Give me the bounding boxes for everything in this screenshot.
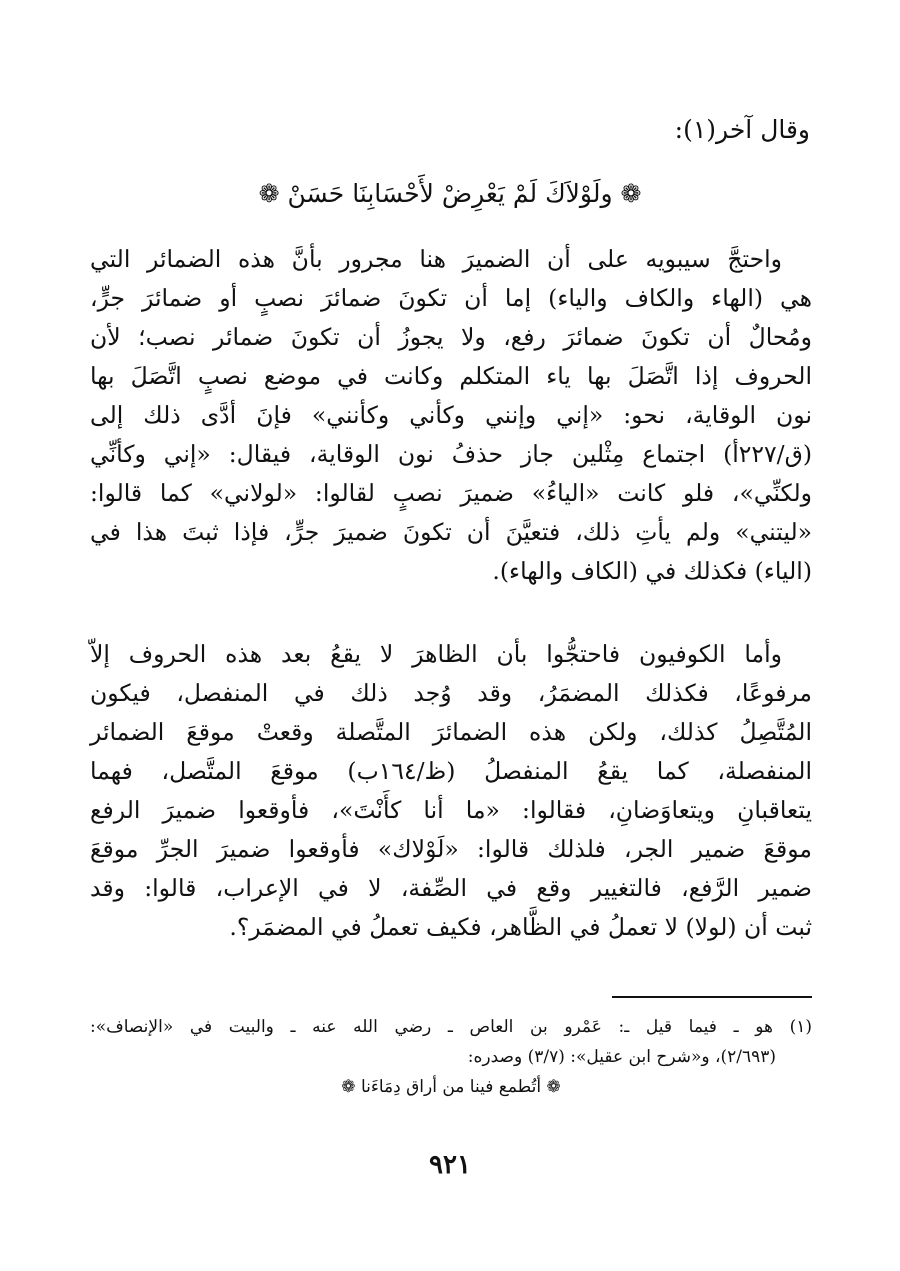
text-line: المنفصلة، كما يقعُ المنفصلُ (ظ/١٦٤ب) موقعَ المتَّصل، فهما: [90, 757, 812, 785]
text-line: هي (الهاء والكاف والياء) إما أن تكونَ ضمائرَ نصبٍ أو ضمائرَ جرٍّ،: [90, 284, 812, 312]
footnote: [90, 1012, 812, 1102]
text-line: «ليتني» ولم يأتِ ذلك، فتعيَّنَ أن تكونَ ضميرَ جرٍّ، فإذا ثبتَ هذا في: [90, 518, 812, 546]
footnote-line: (١) هو ـ فيما قيل ـ: عَمْرو بن العاص ـ رضي الله عنه ـ والبيت في «الإنصاف»:: [90, 1017, 812, 1037]
verse-intro: وقال آخر(١):: [674, 115, 810, 144]
paragraph-kufans: [90, 635, 812, 947]
footnote-verse: ❁ أتُطمع فينا من أراق دِمَاءَنا ❁: [341, 1077, 561, 1097]
text-line: وأما الكوفيون فاحتجُّوا بأن الظاهرَ لا يقعُ بعد هذه الحروف إلاّ: [90, 640, 782, 668]
text-line: موقعَ ضمير الجر، فلذلك قالوا: «لَوْلاك» فأوقعوا ضميرَ الجرِّ موقعَ: [90, 835, 812, 863]
footnote-divider: [612, 996, 812, 998]
page-number: ٩٢١: [429, 1150, 471, 1180]
text-line: ضمير الرَّفع، فالتغيير وقع في الصِّفة، لا في الإعراب، قالوا: وقد: [90, 874, 812, 902]
text-line: المُتَّصِلُ كذلك، ولكن هذه الضمائرَ المتَّصلة وقعتْ موقعَ الضمائر: [90, 718, 812, 746]
footnote-line: (٢/٦٩٣)، و«شرح ابن عقيل»: (٣/٧) وصدره:: [467, 1047, 776, 1067]
text-line: مرفوعًا، فكذلك المضمَرُ، وقد وُجد ذلك في المنفصل، فيكون: [90, 679, 812, 707]
poetry-verse: ❁ ولَوْلاَكَ لَمْ يَعْرِضْ لأَحْسَابِنَا حَسَنْ ❁: [258, 179, 642, 208]
text-line: واحتجَّ سيبويه على أن الضميرَ هنا مجرور بأنَّ هذه الضمائر التي: [90, 245, 782, 273]
text-line: ثبت أن (لولا) لا تعملُ في الظَّاهر، فكيف تعملُ في المضمَر؟.: [229, 913, 812, 941]
text-line: الحروف إذا اتَّصَلَ بها ياء المتكلم وكانت في موضع نصبٍ اتَّصَلَ بها: [90, 362, 812, 390]
text-line: (الياء) فكذلك في (الكاف والهاء).: [492, 557, 812, 585]
text-line: (ق/٢٢٧أ) اجتماع مِثْلين جاز حذفُ نون الوقاية، فيقال: «إني وكأنِّي: [90, 440, 812, 468]
text-line: نون الوقاية، نحو: «إني وإنني وكأني وكأنني» فإنَ أدَّى ذلك إلى: [90, 401, 812, 429]
text-line: ومُحالٌ أن تكونَ ضمائرَ رفع، ولا يجوزُ أن تكونَ ضمائر نصب؛ لأن: [90, 323, 812, 351]
paragraph-sibawayh: [90, 240, 812, 591]
text-line: ولكنِّي»، فلو كانت «الياءُ» ضميرَ نصبٍ لقالوا: «لولاني» كما قالوا:: [90, 479, 812, 507]
text-line: يتعاقبانِ ويتعاوَضانِ، فقالوا: «ما أنا كأَنْتَ»، فأوقعوا ضميرَ الرفع: [90, 796, 812, 824]
